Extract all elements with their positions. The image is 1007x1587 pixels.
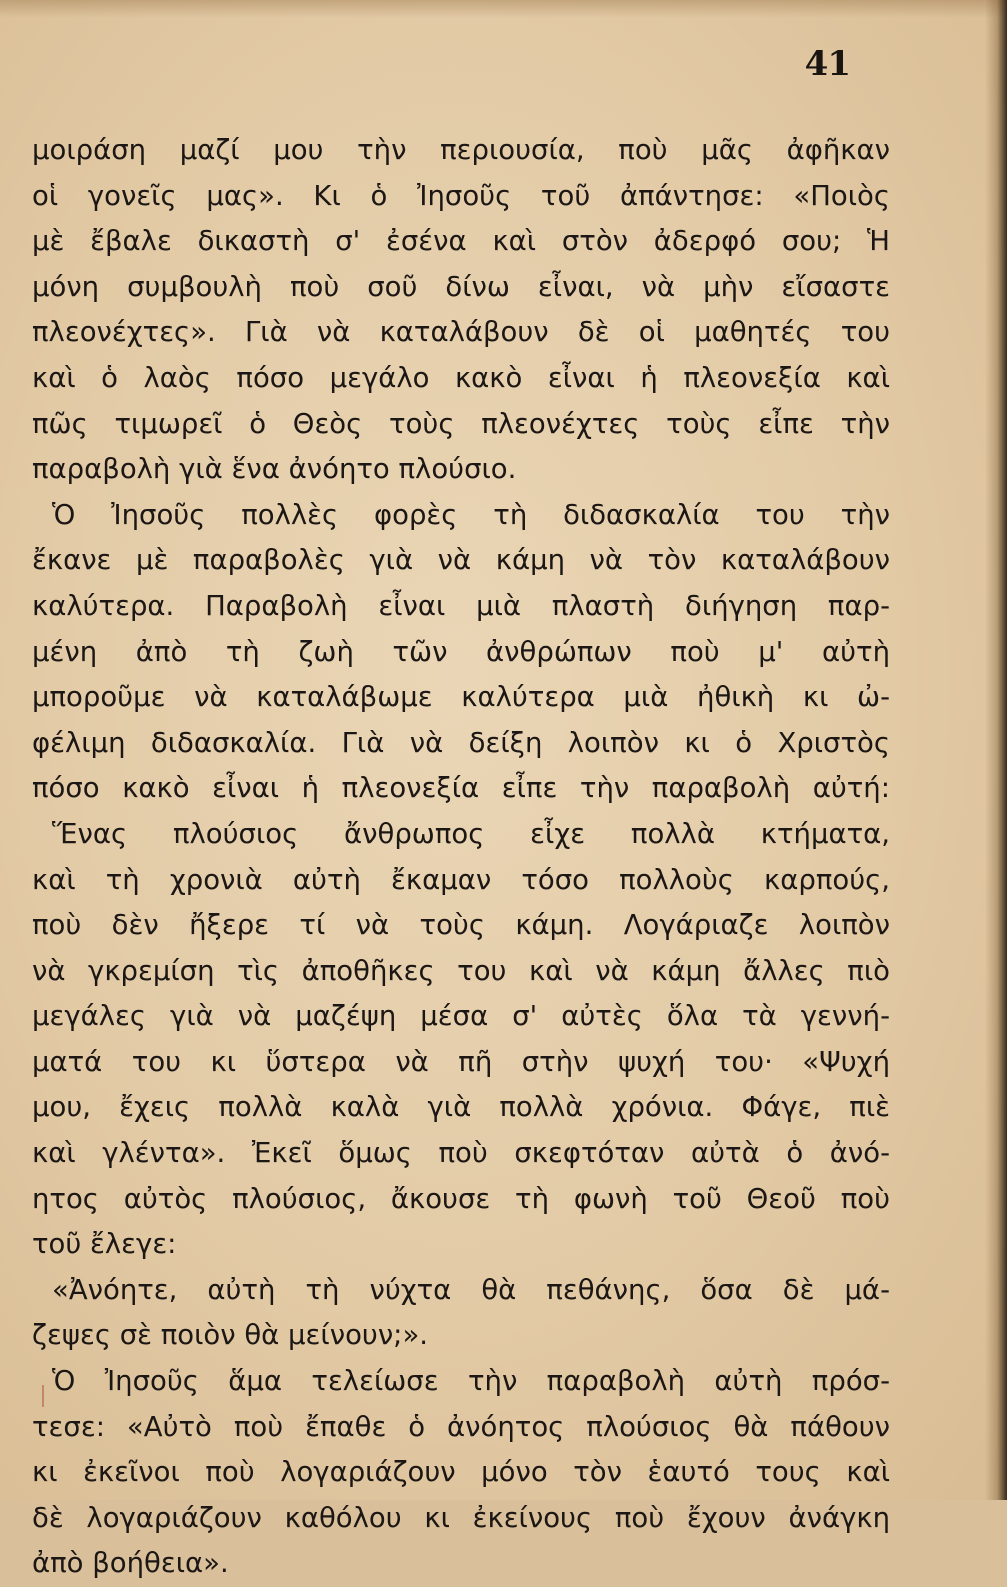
text-line: καὶ τὴ χρονιὰ αὐτὴ ἔκαμαν τόσο πολλοὺς καρπούς, [32,863,890,896]
text-line: ητος αὐτὸς πλούσιος, ἄκουσε τὴ φωνὴ τοῦ Θεοῦ ποὺ [32,1182,890,1215]
text-line: πῶς τιμωρεῖ ὁ Θεὸς τοὺς πλεονέχτες τοὺς εἶπε τὴν [32,407,890,440]
text-line: «Ἀνόητε, αὐτὴ τὴ νύχτα θὰ πεθάνης, ὅσα δὲ μά- [52,1273,890,1306]
text-line: ἔκανε μὲ παραβολὲς γιὰ νὰ κάμη νὰ τὸν καταλάβουν [32,544,890,577]
text-line: τοῦ ἔλεγε: [32,1228,177,1261]
text-line: ματά του κι ὕστερα νὰ πῆ στὴν ψυχή του· «Ψυχή [32,1045,890,1078]
page-number: 41 [804,44,850,84]
text-line: δὲ λογαριάζουν καθόλου κι ἐκείνους ποὺ ἔχουν ἀνάγκη [32,1501,890,1534]
text-line: οἱ γονεῖς μας». Κι ὁ Ἰησοῦς τοῦ ἀπάντησε: «Ποιὸς [32,179,890,212]
text-line: μποροῦμε νὰ καταλάβωμε καλύτερα μιὰ ἠθικὴ κι ὠ- [32,681,890,714]
text-line: Ὁ Ἰησοῦς ἅμα τελείωσε τὴν παραβολὴ αὐτὴ πρόσ- [52,1365,890,1398]
text-line: μοιράση μαζί μου τὴν περιουσία, ποὺ μᾶς ἀφῆκαν [32,134,890,166]
text-line: πόσο κακὸ εἶναι ἡ πλεονεξία εἶπε τὴν παραβολὴ αὐτή: [32,772,890,805]
text-line: ἀπὸ βοήθεια». [32,1547,229,1580]
page-edge-shadow [985,0,1007,1500]
text-line: νὰ γκρεμίση τὶς ἀποθῆκες του καὶ νὰ κάμη ἄλλες πιὸ [32,954,890,987]
text-line: καὶ γλέντα». Ἐκεῖ ὅμως ποὺ σκεφτόταν αὐτὰ ὁ ἀνό- [32,1137,890,1170]
text-line: κι ἐκεῖνοι ποὺ λογαριάζουν μόνο τὸν ἑαυτό τους καὶ [32,1456,890,1489]
text-line: πλεονέχτες». Γιὰ νὰ καταλάβουν δὲ οἱ μαθητές του [32,316,890,349]
text-line: μόνη συμβουλὴ ποὺ σοῦ δίνω εἶναι, νὰ μὴν εἴσαστε [32,270,890,303]
page-top-shadow [0,0,1007,18]
text-line: ζεψες σὲ ποιὸν θὰ μείνουν;». [32,1319,429,1352]
text-line: Ἕνας πλούσιος ἄνθρωπος εἶχε πολλὰ κτήματα, [52,817,890,850]
text-line: Ὁ Ἰησοῦς πολλὲς φορὲς τὴ διδασκαλία του τὴν [52,498,890,531]
text-line: τεσε: «Αὐτὸ ποὺ ἔπαθε ὁ ἀνόητος πλούσιος θὰ πάθουν [32,1410,890,1443]
text-line: καὶ ὁ λαὸς πόσο μεγάλο κακὸ εἶναι ἡ πλεονεξία καὶ [32,361,890,394]
text-line: μένη ἀπὸ τὴ ζωὴ τῶν ἀνθρώπων ποὺ μ' αὐτὴ [32,635,890,668]
text-line: παραβολὴ γιὰ ἕνα ἀνόητο πλούσιο. [32,453,517,486]
margin-pencil-mark [42,1385,44,1407]
text-line: μου, ἔχεις πολλὰ καλὰ γιὰ πολλὰ χρόνια. Φάγε, πιὲ [32,1091,890,1124]
body-text [32,128,890,1587]
text-line: φέλιμη διδασκαλία. Γιὰ νὰ δείξη λοιπὸν κι ὁ Χριστὸς [32,726,890,759]
text-line: ποὺ δὲν ἤξερε τί νὰ τοὺς κάμη. Λογάριαζε λοιπὸν [32,909,890,942]
text-line: καλύτερα. Παραβολὴ εἶναι μιὰ πλαστὴ διήγηση παρ- [32,589,890,622]
text-line: μὲ ἔβαλε δικαστὴ σ' ἐσένα καὶ στὸν ἀδερφό σου; Ἡ [32,225,890,258]
text-line: μεγάλες γιὰ νὰ μαζέψη μέσα σ' αὐτὲς ὅλα τὰ γεννή- [32,1000,890,1033]
